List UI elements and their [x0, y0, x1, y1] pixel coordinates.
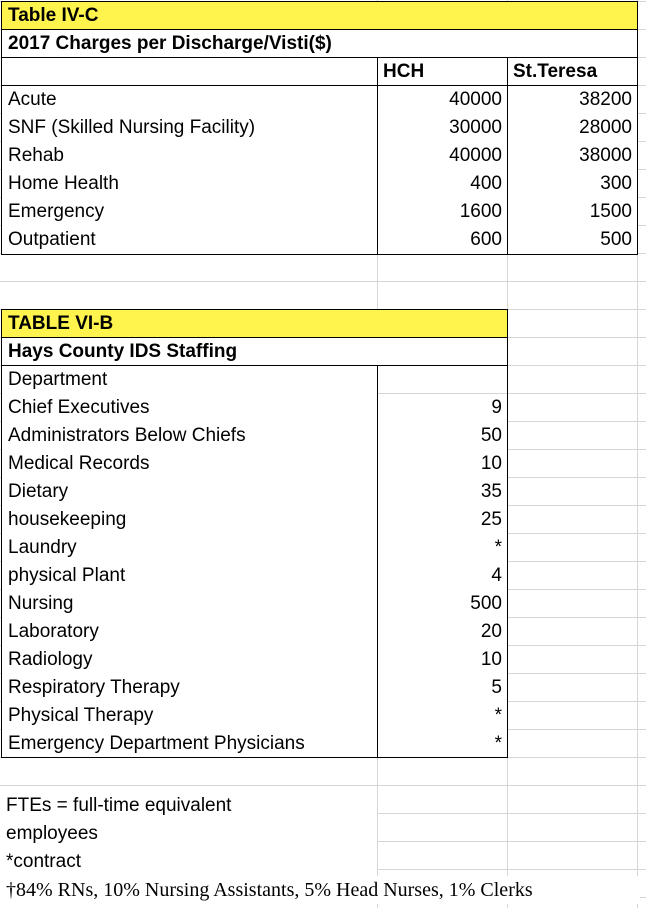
table1-border: [507, 57, 508, 254]
table2-row-value: 25: [378, 506, 507, 534]
table2-row-value: *: [378, 534, 507, 562]
table2-row-label: Emergency Department Physicians: [2, 730, 377, 758]
table2-row-value: 10: [378, 450, 507, 478]
table1-border: [1, 1, 638, 255]
table2-row-value: 10: [378, 646, 507, 674]
table2-border: [1, 337, 508, 338]
table2-row-value: 4: [378, 562, 507, 590]
table2-id: TABLE VI-B: [2, 310, 507, 338]
table2-row-value: *: [378, 730, 507, 758]
note-fte-line2: employees: [0, 820, 377, 848]
table1-border: [377, 57, 378, 254]
table1-border: [1, 85, 638, 86]
grid-row-line: [0, 281, 646, 282]
table2-row-value: 5: [378, 674, 507, 702]
table2-title: Hays County IDS Staffing: [2, 338, 507, 366]
table2-row-value: 500: [378, 590, 507, 618]
table2-border: [1, 309, 508, 758]
table1-row-hch-value: 40000: [378, 86, 507, 114]
table2-row-label: Dietary: [2, 478, 377, 506]
table2-header-department: Department: [2, 366, 377, 394]
table1-col-st-teresa: St.Teresa: [507, 58, 637, 86]
note-contract: *contract: [0, 848, 377, 876]
table2-row-label: Radiology: [2, 646, 377, 674]
table2-row-label: Physical Therapy: [2, 702, 377, 730]
table2-row-label: Administrators Below Chiefs: [2, 422, 377, 450]
grid-row-line: [0, 785, 646, 786]
table2-row-label: Chief Executives: [2, 394, 377, 422]
table2-row-label: housekeeping: [2, 506, 377, 534]
note-nursing-breakdown: †84% RNs, 10% Nursing Assistants, 5% Head Nurses, 1% Clerks: [0, 876, 640, 904]
table1-row-hch-value: 40000: [378, 142, 507, 170]
table2-row-value: 20: [378, 618, 507, 646]
table1-row-label: Outpatient: [2, 226, 377, 254]
table1-row-st-teresa-value: 28000: [508, 114, 637, 142]
table1-row-hch-value: 30000: [378, 114, 507, 142]
table2-row-label: Respiratory Therapy: [2, 674, 377, 702]
table1-title: 2017 Charges per Discharge/Visti($): [2, 30, 637, 58]
table1-border: [1, 29, 638, 30]
table1-row-label: Acute: [2, 86, 377, 114]
table1-row-st-teresa-value: 300: [508, 170, 637, 198]
table1-row-st-teresa-value: 500: [508, 226, 637, 254]
table2-row-label: physical Plant: [2, 562, 377, 590]
table1-col-hch: HCH: [377, 58, 507, 86]
table1-row-label: Emergency: [2, 198, 377, 226]
table2-row-label: Nursing: [2, 590, 377, 618]
table2-row-value: 35: [378, 478, 507, 506]
table1-row-hch-value: 400: [378, 170, 507, 198]
table1-row-label: Home Health: [2, 170, 377, 198]
table1-row-st-teresa-value: 38000: [508, 142, 637, 170]
table1-row-hch-value: 1600: [378, 198, 507, 226]
table2-row-value: 9: [378, 394, 507, 422]
table2-row-label: Laboratory: [2, 618, 377, 646]
table2-row-label: Medical Records: [2, 450, 377, 478]
table1-row-label: Rehab: [2, 142, 377, 170]
table1-row-st-teresa-value: 38200: [508, 86, 637, 114]
table1-id: Table IV-C: [2, 2, 637, 30]
table2-row-label: Laundry: [2, 534, 377, 562]
table1-row-st-teresa-value: 1500: [508, 198, 637, 226]
table1-row-hch-value: 600: [378, 226, 507, 254]
table2-border: [1, 365, 508, 366]
note-fte-line1: FTEs = full-time equivalent: [0, 792, 377, 820]
table1-row-label: SNF (Skilled Nursing Facility): [2, 114, 377, 142]
table2-row-value: *: [378, 702, 507, 730]
table1-border: [1, 57, 638, 58]
table2-border: [377, 365, 378, 757]
table2-row-value: 50: [378, 422, 507, 450]
